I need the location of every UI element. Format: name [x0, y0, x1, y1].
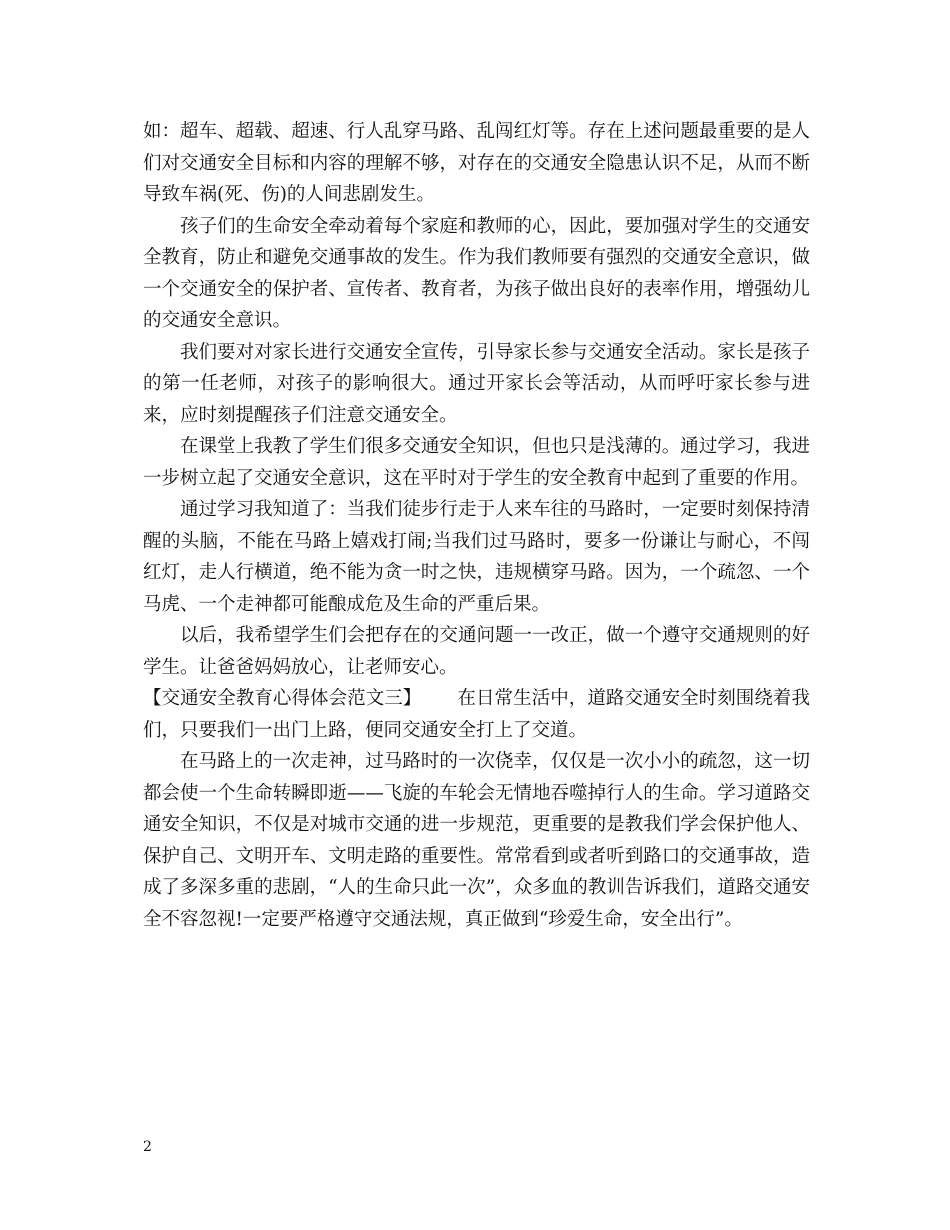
paragraph-3: 我们要对对家长进行交通安全宣传，引导家长参与交通安全活动。家长是孩子的第一任老师，对孩子的影响很大。通过开家长会等活动，从而呼吁家长参与进来，应时刻提醒孩子们注意交通安全。: [143, 341, 810, 426]
section-intro: 在日常生活中，道路交通安全时刻围绕着我们，只要我们一出门上路，便同交通安全打上了交道。: [143, 688, 810, 741]
paragraph-2: 孩子们的生命安全牵动着每个家庭和教师的心，因此，要加强对学生的交通安全教育，防止和避免交通事故的发生。作为我们教师要有强烈的交通安全意识，做一个交通安全的保护者、宣传者、教育者，为孩子做出良好的表率作用，增强幼儿的交通安全意识。: [143, 215, 810, 331]
section-paragraph: [143, 683, 810, 746]
page-number: 2: [143, 1139, 152, 1155]
paragraph-8: 在马路上的一次走神，过马路时的一次侥幸，仅仅是一次小小的疏忽，这一切都会使一个生命转瞬即逝——飞旋的车轮会无情地吞噬掉行人的生命。学习道路交通安全知识，不仅是对城市交通的进一步规范，更重要的是教我们学会保护他人、保护自己、文明开车、文明走路的重要性。常常看到或者听到路口的交通事故，造成了多深多重的悲剧，“人的生命只此一次”，众多血的教训告诉我们，道路交通安全不容忽视!一定要严格遵守交通法规，真正做到“珍爱生命，安全出行”。: [143, 751, 810, 930]
paragraph-4: 在课堂上我教了学生们很多交通安全知识，但也只是浅薄的。通过学习，我进一步树立起了交通安全意识，这在平时对于学生的安全教育中起到了重要的作用。: [143, 436, 810, 489]
paragraph-6: 以后，我希望学生们会把存在的交通问题一一改正，做一个遵守交通规则的好学生。让爸爸妈妈放心，让老师安心。: [143, 625, 810, 678]
section-heading: 【交通安全教育心得体会范文三】: [143, 688, 422, 709]
paragraph-5: 通过学习我知道了：当我们徒步行走于人来车往的马路时，一定要时刻保持清醒的头脑，不能在马路上嬉戏打闹;当我们过马路时，要多一份谦让与耐心，不闯红灯，走人行横道，绝不能为贪一时之快，违规横穿马路。因为，一个疏忽、一个马虎、一个走神都可能酿成危及生命的严重后果。: [143, 499, 810, 615]
paragraph-1: 如：超车、超载、超速、行人乱穿马路、乱闯红灯等。存在上述问题最重要的是人们对交通安全目标和内容的理解不够，对存在的交通安全隐患认识不足，从而不断导致车祸(死、伤)的人间悲剧发生。: [143, 121, 810, 205]
document-body: [143, 116, 810, 935]
